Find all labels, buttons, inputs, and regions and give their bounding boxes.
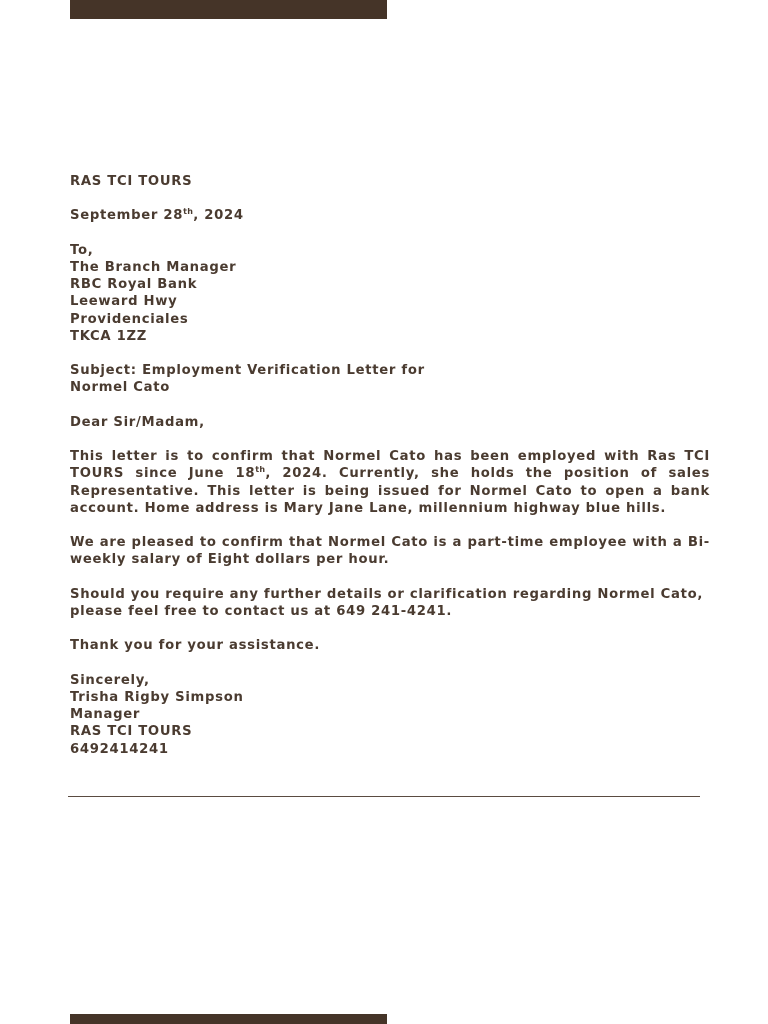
top-decorative-bar: [70, 0, 387, 19]
signature-block: [70, 672, 710, 758]
paragraph-salary: [70, 534, 710, 568]
recipient-to: To,: [70, 242, 94, 258]
company-name: RAS TCI TOURS: [70, 174, 193, 189]
closing-sincerely: Sincerely,: [70, 672, 150, 688]
paragraph1-line3: Representative. This letter is being issued for Normel Cato to open a bank: [70, 483, 710, 499]
paragraph-employment: [70, 448, 710, 517]
paragraph3-line2: please feel free to contact us at 649 241-4241.: [70, 603, 453, 619]
horizontal-rule: [68, 796, 700, 797]
paragraph1-line1: This letter is to confirm that Normel Cato has been employed with Ras TCI: [70, 449, 710, 465]
thanks-line: [70, 637, 710, 654]
bottom-decorative-bar: [70, 1014, 387, 1024]
salutation-text: Dear Sir/Madam,: [70, 414, 205, 430]
paragraph3-line1: Should you require any further details or clarification regarding Normel Cato,: [70, 586, 704, 602]
letter-date: [70, 207, 710, 224]
letter-body: [70, 173, 710, 775]
paragraph2-line1: We are pleased to confirm that Normel Cato is a part-time employee with a Bi-: [70, 535, 710, 551]
signer-name: Trisha Rigby Simpson: [70, 689, 244, 705]
thanks-text: Thank you for your assistance.: [70, 638, 321, 654]
paragraph1-line2-end: , 2024. Currently, she holds the position of sales: [265, 466, 711, 482]
date-suffix: th: [183, 207, 194, 217]
subject-line-2: Normel Cato: [70, 380, 171, 396]
paragraph1-line4: account. Home address is Mary Jane Lane, millennium highway blue hills.: [70, 500, 667, 516]
paragraph-contact: [70, 586, 710, 620]
paragraph1-line2: [70, 465, 710, 482]
signer-company: RAS TCI TOURS: [70, 724, 193, 740]
subject-line: [70, 362, 710, 396]
recipient-title: The Branch Manager: [70, 259, 237, 275]
paragraph1-line2-start: TOURS since June 18: [70, 466, 256, 482]
recipient-city: Providenciales: [70, 311, 189, 327]
signer-role: Manager: [70, 707, 141, 723]
letterhead-company: [70, 173, 710, 190]
paragraph1-ordinal-suffix: th: [255, 465, 266, 475]
recipient-bank: RBC Royal Bank: [70, 277, 198, 293]
paragraph2-line2: weekly salary of Eight dollars per hour.: [70, 552, 390, 568]
date-year: , 2024: [193, 208, 244, 224]
recipient-street: Leeward Hwy: [70, 294, 178, 310]
salutation: [70, 414, 710, 431]
signer-phone: 6492414241: [70, 741, 169, 757]
date-month-day: September 28: [70, 208, 184, 224]
recipient-address: [70, 242, 710, 345]
subject-line-1: Subject: Employment Verification Letter for: [70, 363, 425, 379]
recipient-postcode: TKCA 1ZZ: [70, 328, 147, 344]
